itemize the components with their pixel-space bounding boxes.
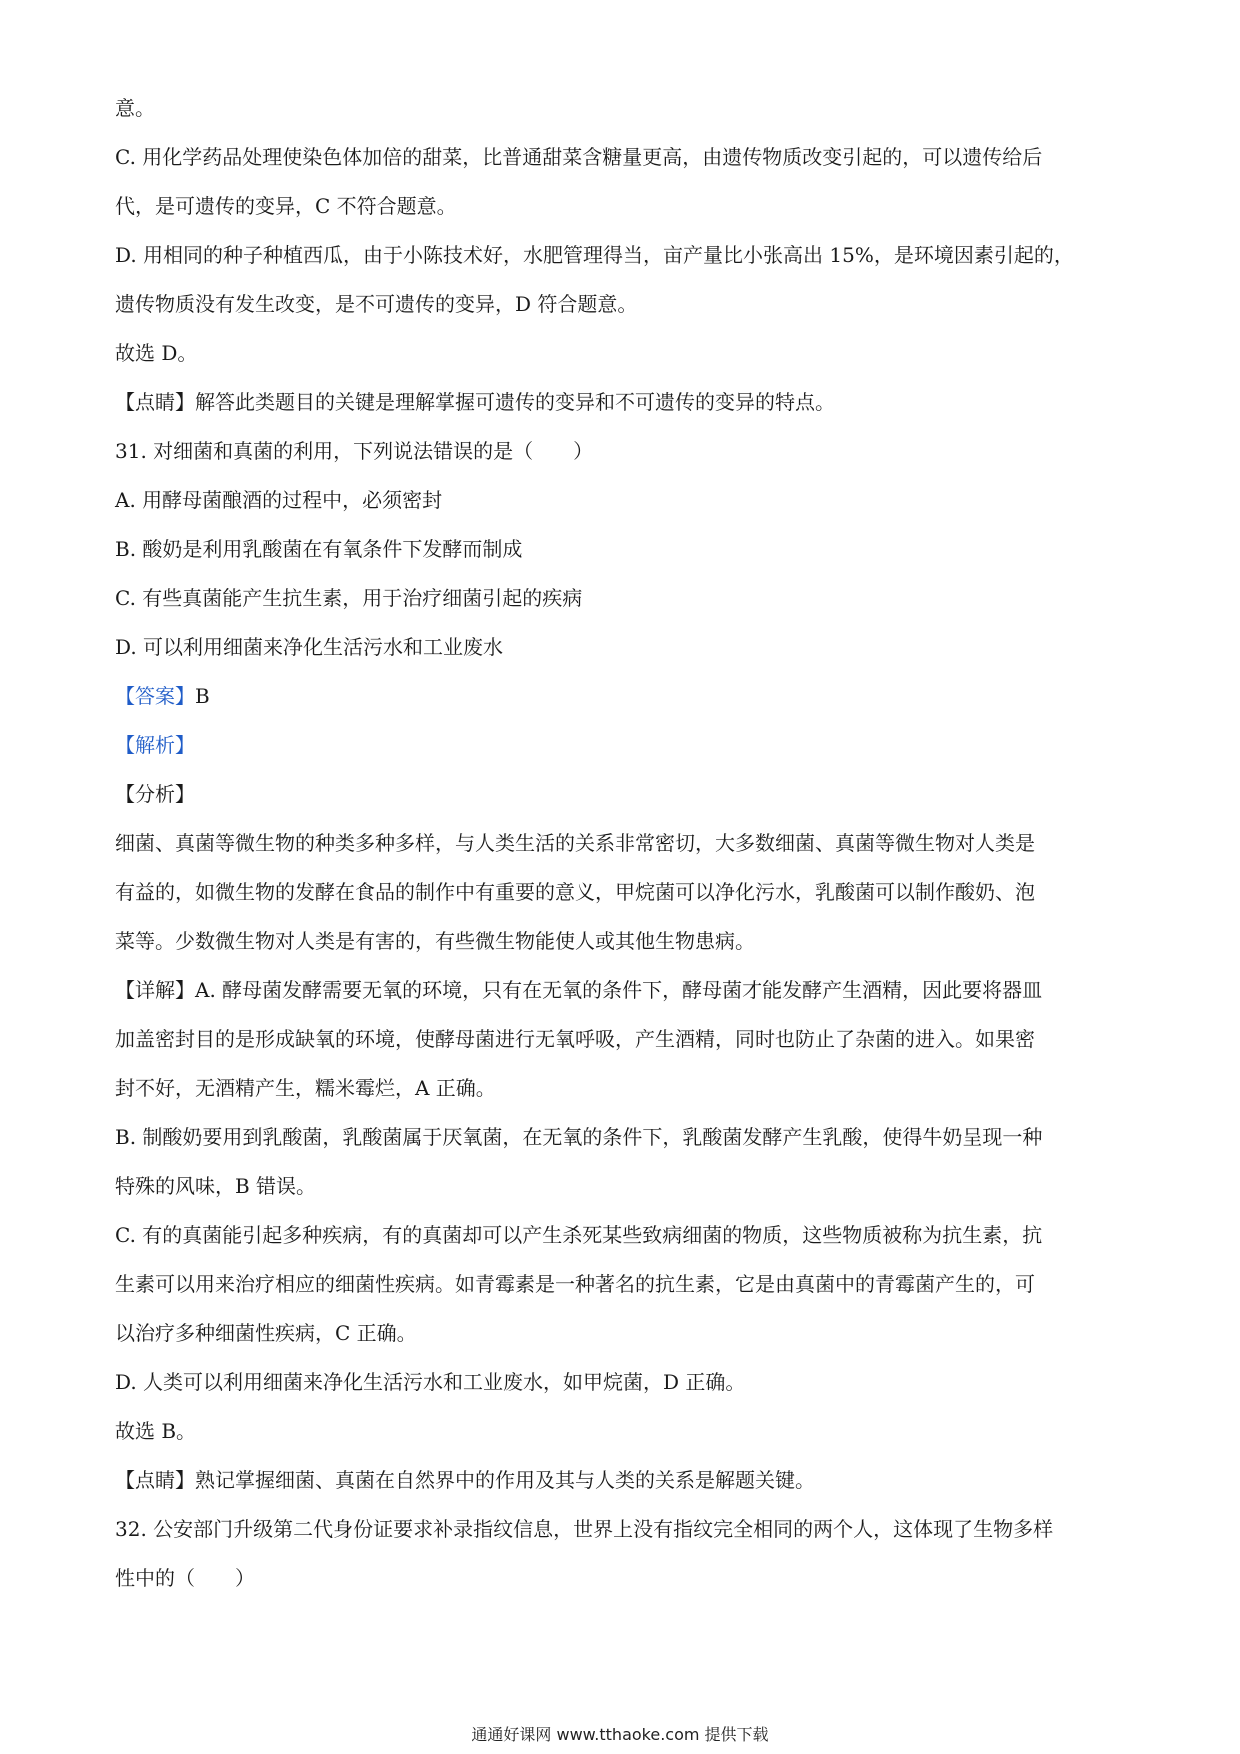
text-line: 【点睛】解答此类题目的关键是理解掌握可遗传的变异和不可遗传的变异的特点。 bbox=[115, 390, 835, 414]
analysis-tag: 【解析】 bbox=[115, 733, 195, 757]
option-a: A. 用酵母菌酿酒的过程中，必须密封 bbox=[115, 488, 443, 512]
document-body bbox=[115, 94, 1135, 1613]
text-line: 封不好，无酒精产生，糯米霉烂，A 正确。 bbox=[115, 1076, 496, 1100]
question-31-stem: 31. 对细菌和真菌的利用，下列说法错误的是（ ） bbox=[115, 439, 594, 463]
fenxi-tag: 【分析】 bbox=[115, 782, 195, 806]
text-line: 生素可以用来治疗相应的细菌性疾病。如青霉素是一种著名的抗生素，它是由真菌中的青霉菌产生的，可 bbox=[115, 1272, 1035, 1296]
text-line: 代，是可遗传的变异，C 不符合题意。 bbox=[115, 194, 457, 218]
text-line: 有益的，如微生物的发酵在食品的制作中有重要的意义，甲烷菌可以净化污水，乳酸菌可以制作酸奶、泡 bbox=[115, 880, 1035, 904]
answer-tag: 【答案】 bbox=[115, 684, 195, 708]
text-line: D. 用相同的种子种植西瓜，由于小陈技术好，水肥管理得当，亩产量比小张高出 15%，是环境因素引起的， bbox=[115, 243, 1074, 267]
text-line: C. 用化学药品处理使染色体加倍的甜菜，比普通甜菜含糖量更高，由遗传物质改变引起的，可以遗传给后 bbox=[115, 145, 1043, 169]
text-line: 【详解】A. 酵母菌发酵需要无氧的环境，只有在无氧的条件下，酵母菌才能发酵产生酒精，因此要将器皿 bbox=[115, 978, 1043, 1002]
text-line: 故选 B。 bbox=[115, 1419, 197, 1443]
text-line: 性中的（ ） bbox=[115, 1566, 255, 1590]
text-line: 意。 bbox=[115, 96, 155, 120]
text-line: 特殊的风味，B 错误。 bbox=[115, 1174, 317, 1198]
text-line: 加盖密封目的是形成缺氧的环境，使酵母菌进行无氧呼吸，产生酒精，同时也防止了杂菌的进入。如果密 bbox=[115, 1027, 1035, 1051]
text-line: 【点睛】熟记掌握细菌、真菌在自然界中的作用及其与人类的关系是解题关键。 bbox=[115, 1468, 815, 1492]
text-line: D. 人类可以利用细菌来净化生活污水和工业废水，如甲烷菌，D 正确。 bbox=[115, 1370, 746, 1394]
text-line: B. 制酸奶要用到乳酸菌，乳酸菌属于厌氧菌，在无氧的条件下，乳酸菌发酵产生乳酸，使得牛奶呈现一种 bbox=[115, 1125, 1043, 1149]
option-c: C. 有些真菌能产生抗生素，用于治疗细菌引起的疾病 bbox=[115, 586, 583, 610]
text-line: 以治疗多种细菌性疾病，C 正确。 bbox=[115, 1321, 417, 1345]
text-line: 菜等。少数微生物对人类是有害的，有些微生物能使人或其他生物患病。 bbox=[115, 929, 755, 953]
text-line: 细菌、真菌等微生物的种类多种多样，与人类生活的关系非常密切，大多数细菌、真菌等微生物对人类是 bbox=[115, 831, 1035, 855]
option-b: B. 酸奶是利用乳酸菌在有氧条件下发酵而制成 bbox=[115, 537, 523, 561]
answer-value: B bbox=[195, 684, 210, 708]
option-d: D. 可以利用细菌来净化生活污水和工业废水 bbox=[115, 635, 504, 659]
answer-line bbox=[115, 682, 1135, 710]
text-line: 故选 D。 bbox=[115, 341, 198, 365]
text-line: C. 有的真菌能引起多种疾病，有的真菌却可以产生杀死某些致病细菌的物质，这些物质被称为抗生素，抗 bbox=[115, 1223, 1043, 1247]
page-footer: 通通好课网 www.tthaoke.com 提供下载 bbox=[471, 1725, 769, 1744]
question-32-stem: 32. 公安部门升级第二代身份证要求补录指纹信息，世界上没有指纹完全相同的两个人，这体现了生物多样 bbox=[115, 1517, 1054, 1541]
text-line: 遗传物质没有发生改变，是不可遗传的变异，D 符合题意。 bbox=[115, 292, 638, 316]
